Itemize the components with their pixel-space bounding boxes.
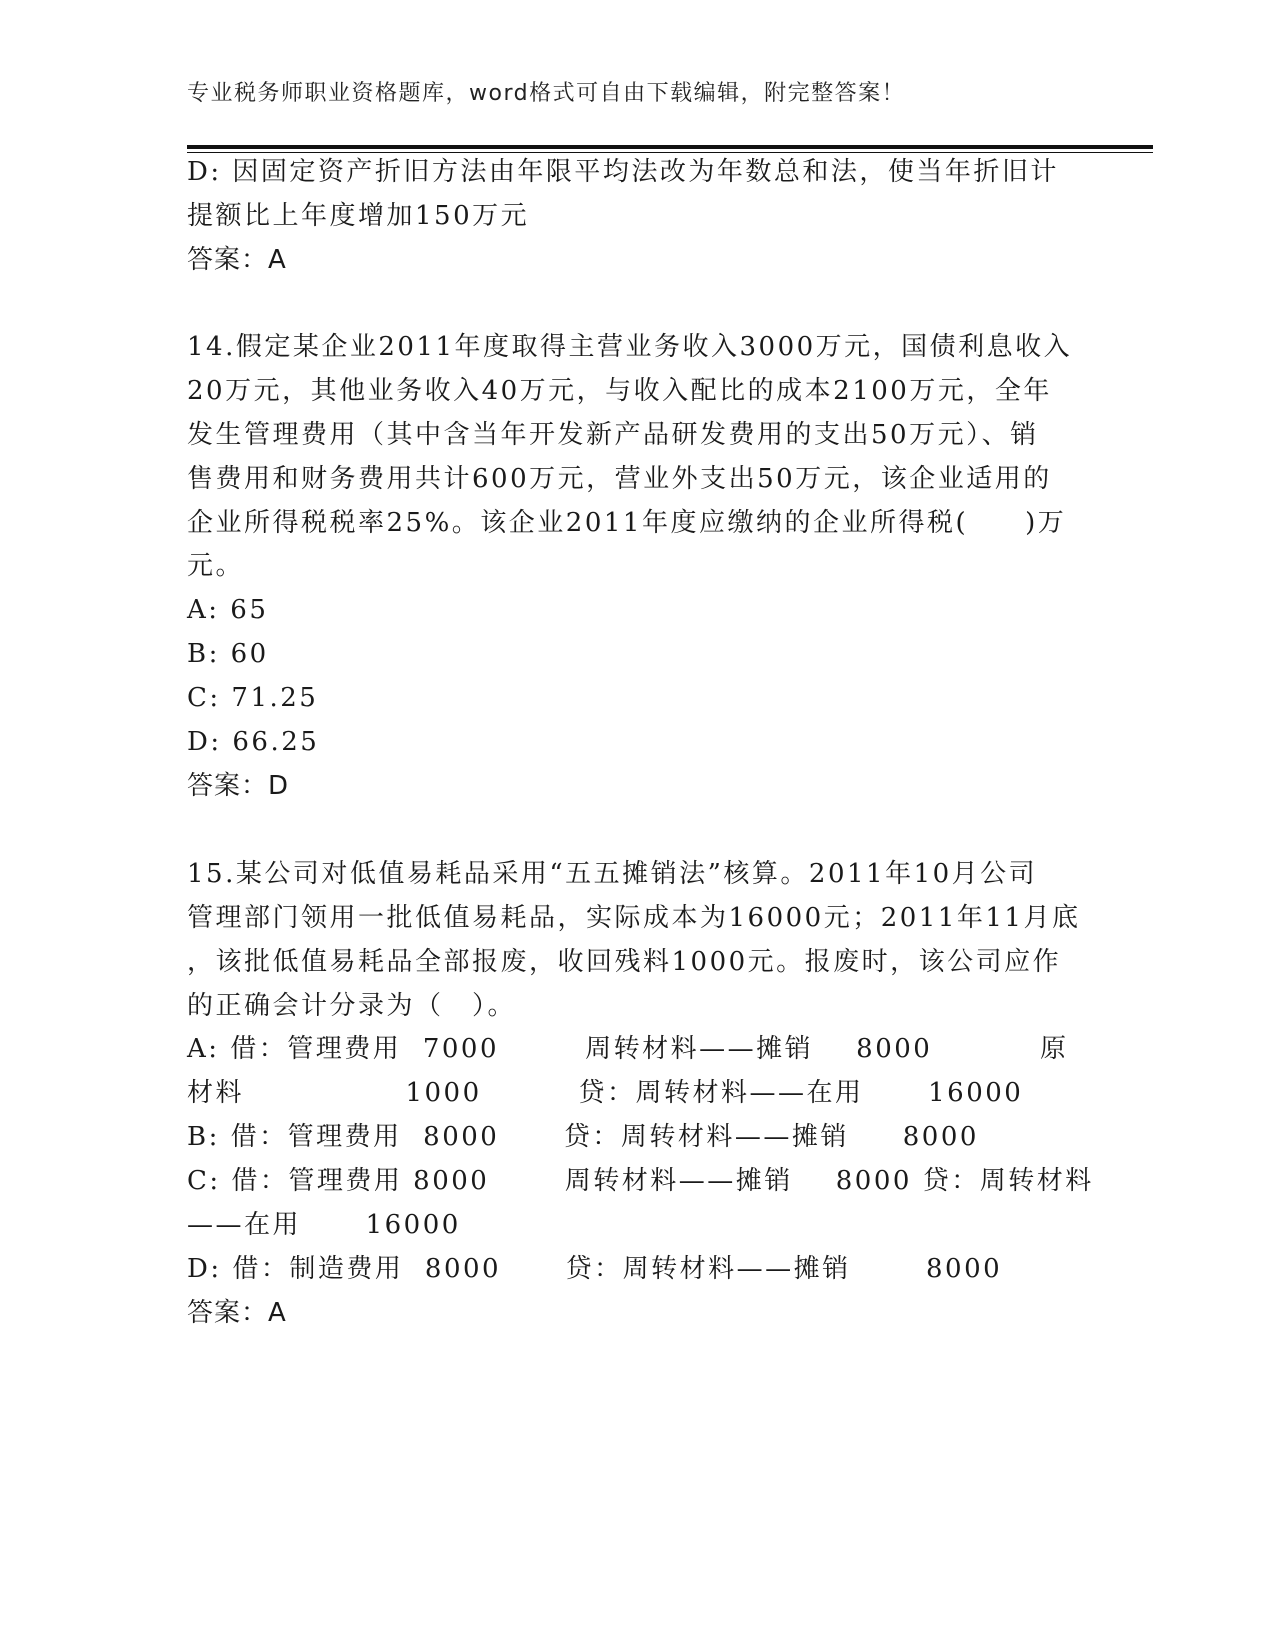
q14-line: 20万元，其他业务收入40万元，与收入配比的成本2100万元，全年 [187,376,1052,406]
prev-option-d-line1: D: 因固定资产折旧方法由年限平均法改为年数总和法，使当年折旧计 [187,157,1059,187]
q15-option-c-line2: ——在用 16000 [187,1210,461,1240]
q14-line: 售费用和财务费用共计600万元，营业外支出50万元，该企业适用的 [187,464,1052,494]
q14-answer: 答案：D [187,771,290,801]
q15-option-c-line1: C: 借：管理费用 8000 周转材料——摊销 8000 贷：周转材料 [187,1166,1094,1196]
q14-line: 发生管理费用（其中含当年开发新产品研发费用的支出50万元）、销 [187,420,1039,450]
q14-option-b: B: 60 [187,639,269,669]
q14-line: 企业所得税税率25%。该企业2011年度应缴纳的企业所得税( )万 [187,508,1067,538]
q14-option-c: C: 71.25 [187,683,319,713]
q14-line: 14.假定某企业2011年度取得主营业务收入3000万元，国债利息收入 [187,332,1073,362]
q15-option-b: B: 借：管理费用 8000 贷：周转材料——摊销 8000 [187,1122,979,1152]
q15-line: 15.某公司对低值易耗品采用“五五摊销法”核算。2011年10月公司 [187,859,1038,889]
q15-option-a-line1: A: 借：管理费用 7000 周转材料——摊销 8000 原 [187,1034,1069,1064]
q15-option-a-line2: 材料 1000 贷：周转材料——在用 16000 [187,1078,1024,1108]
q14-line: 元。 [187,551,245,581]
q15-line: ，该批低值易耗品全部报废，收回残料1000元。报废时，该公司应作 [187,947,1062,977]
q14-option-a: A: 65 [187,595,269,625]
q15-answer: 答案：A [187,1298,287,1328]
prev-answer: 答案：A [187,245,287,275]
header-rule-thick [187,145,1153,149]
header-rule-thin [187,152,1153,153]
q14-option-d: D: 66.25 [187,727,320,757]
prev-option-d-line2: 提额比上年度增加150万元 [187,201,530,231]
page-header: 专业税务师职业资格题库，word格式可自由下载编辑，附完整答案！ [187,81,906,106]
q15-line: 的正确会计分录为（ ）。 [187,991,517,1021]
q15-line: 管理部门领用一批低值易耗品，实际成本为16000元；2011年11月底 [187,903,1081,933]
q15-option-d: D: 借：制造费用 8000 贷：周转材料——摊销 8000 [187,1254,1003,1284]
